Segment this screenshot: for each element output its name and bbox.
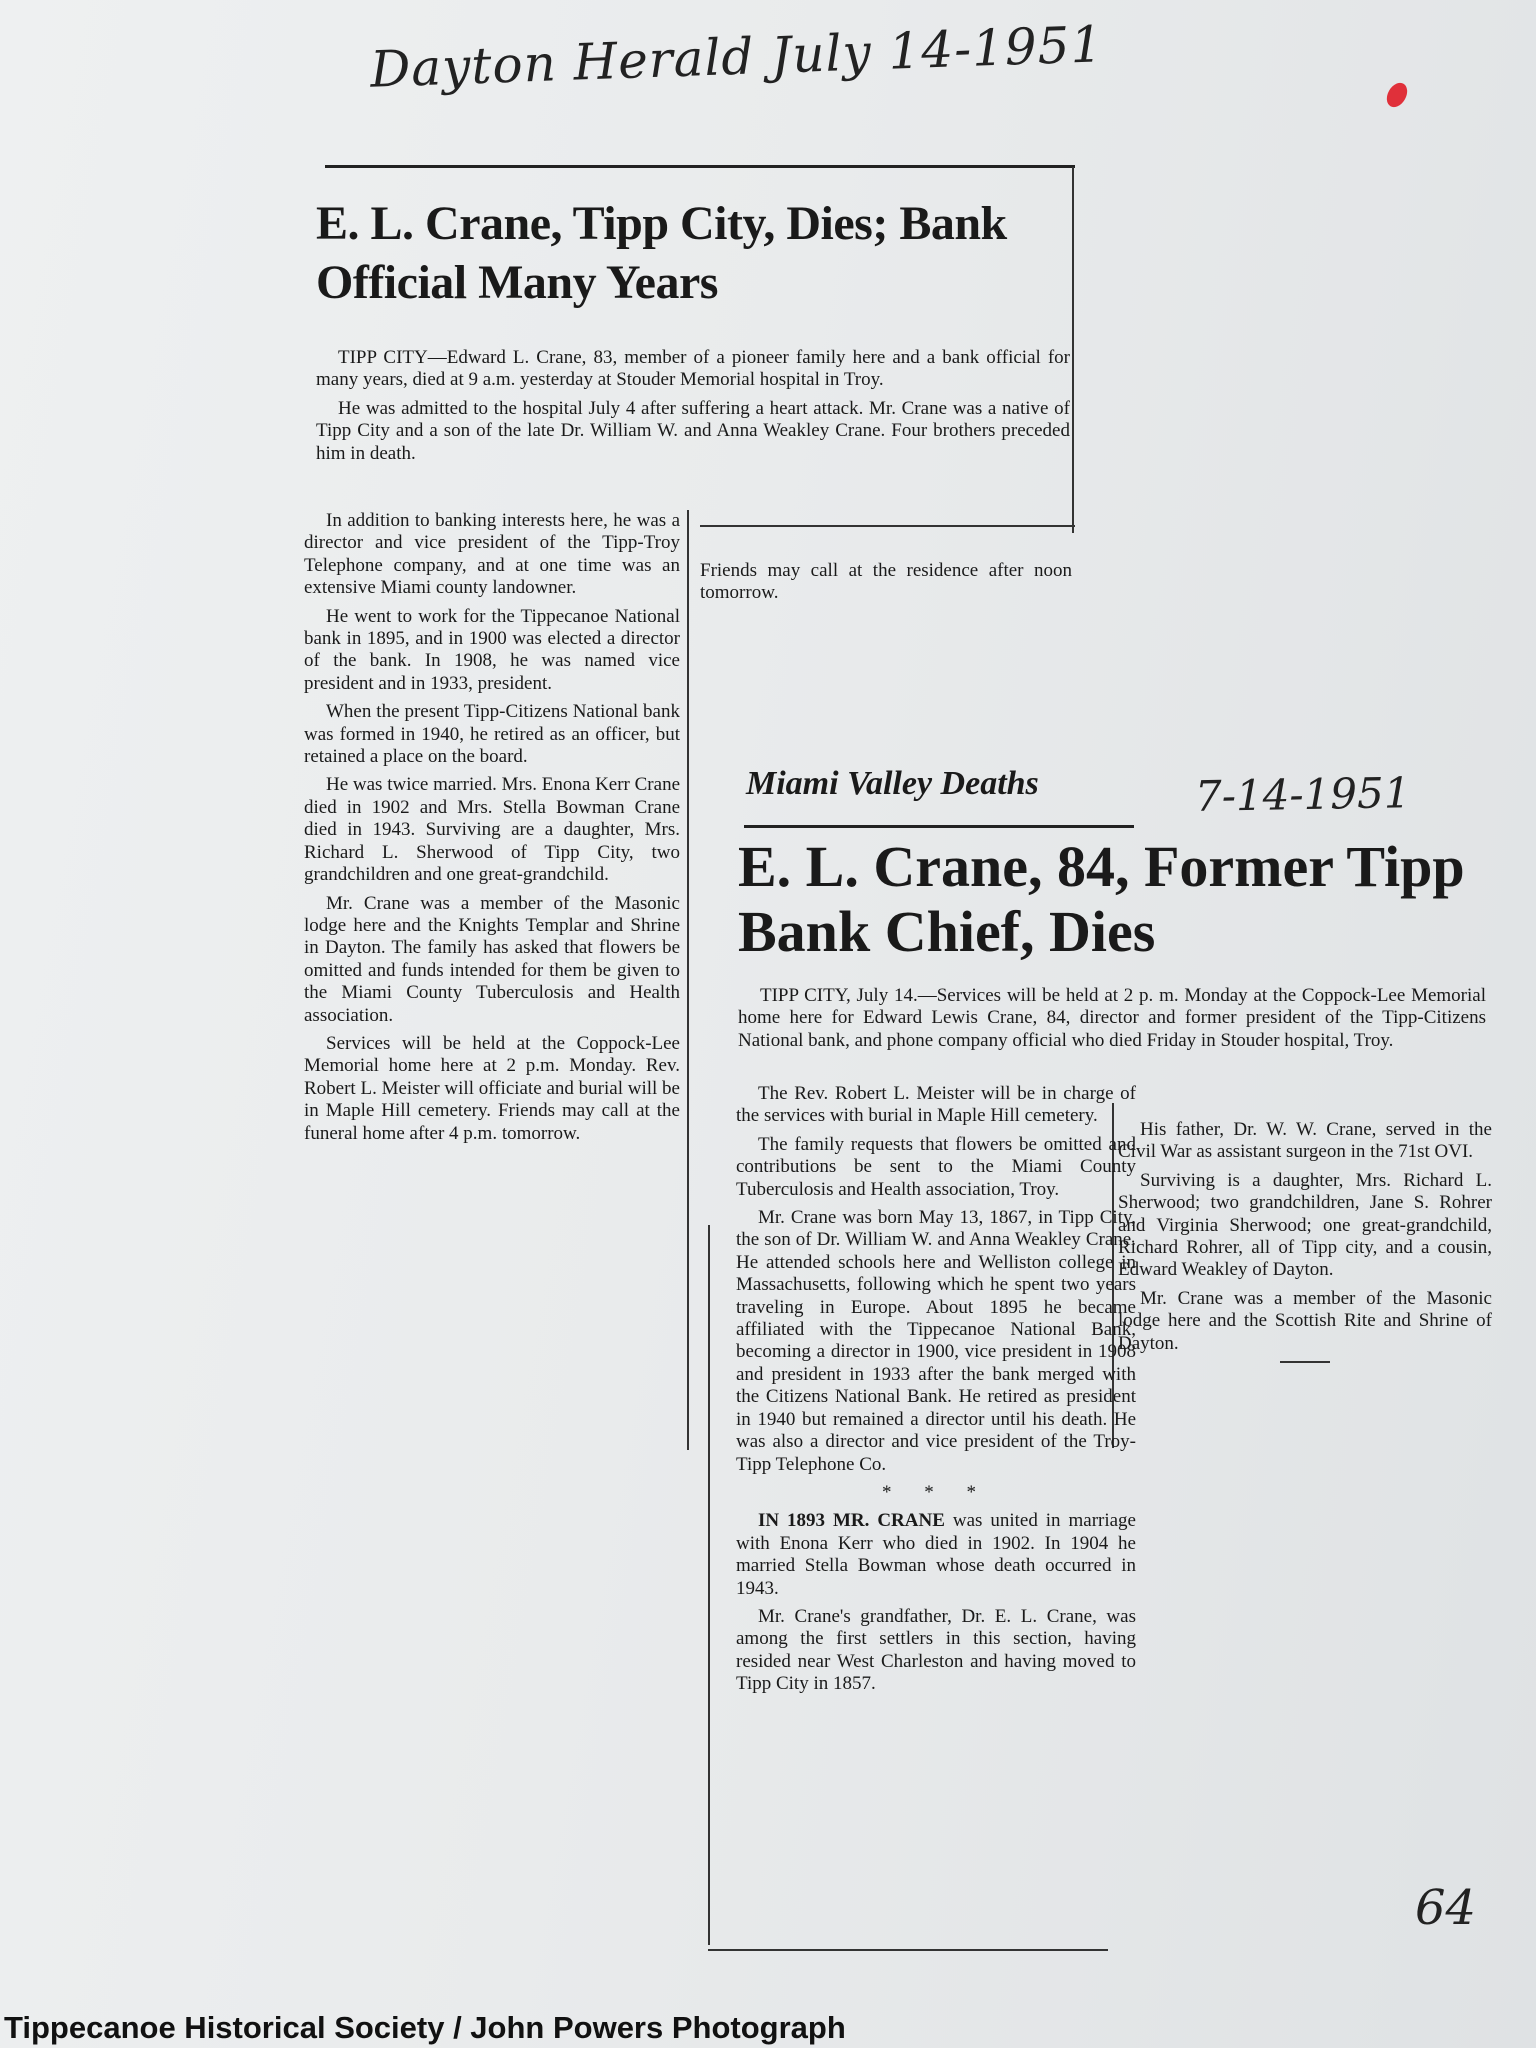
- paragraph: He was twice married. Mrs. Enona Kerr Crane died in 1902 and Mrs. Stella Bowman Crane died in 1943. Surviving are a daughter, Mrs. Richard L. Sherwood of Tipp City, two grandchildren and one great-grandchild.: [304, 774, 681, 886]
- paragraph: Surviving is a daughter, Mrs. Richard L. Sherwood; two grandchildren, Jane S. Rohrer and Virginia Sherwood; one great-grandchild, Richard Rohrer, all of Tipp city, and a cousin, Edward Weakley of Dayton.: [1118, 1169, 1492, 1281]
- section-break: * * *: [882, 1481, 990, 1503]
- end-rule: [1280, 1361, 1330, 1363]
- handwritten-date: 7-14-1951: [1194, 768, 1411, 821]
- paragraph: Mr. Crane was a member of the Masonic lodge here and the Knights Templar and Shrine in Dayton. The family has asked that flowers be omitted and funds intended for them be given to the Miami County Tuberculosis and Health association.: [304, 892, 680, 1026]
- paragraph: In addition to banking interests here, he was a director and vice president of the Tipp-Troy Telephone company, and at one time was an extensive Miami county landowner.: [304, 510, 680, 599]
- article-column-left: [736, 1083, 1136, 1702]
- article-column-right: Friends may call at the residence after noon tomorrow.: [700, 560, 1072, 604]
- paragraph: TIPP CITY, July 14.—Services will be held at 2 p. m. Monday at the Coppock-Lee Memorial home here for Edward Lewis Crane, 84, director and former president of the Tipp-Citizens National bank, and phone company official who died Friday in Stouder hospital, Troy.: [738, 985, 1486, 1051]
- kicker-rule: [744, 825, 1134, 828]
- paragraph: When the present Tipp-Citizens National bank was formed in 1940, he retired as an officer, but retained a place on the board.: [304, 701, 680, 768]
- column-end-rule: [700, 525, 1075, 527]
- paragraph: TIPP CITY—Edward L. Crane, 83, member of a pioneer family here and a bank official for many years, died at 9 a.m. yesterday at Stouder Memorial hospital in Troy.: [316, 347, 1070, 391]
- paragraph: The family requests that flowers be omitted and contributions be sent to the Miami County Tuberculosis and Health association, Troy.: [736, 1133, 1136, 1200]
- paragraph: He went to work for the Tippecanoe National bank in 1895, and in 1900 was elected a director of the bank. In 1908, he was named vice president and in 1933, president.: [304, 605, 680, 694]
- column-rule: [687, 510, 689, 1450]
- paragraph: [736, 1510, 1136, 1600]
- paragraph: The Rev. Robert L. Meister will be in charge of the services with burial in Maple Hill cemetery.: [736, 1083, 1136, 1127]
- paragraph-body: was united in marriage with Enona Kerr who died in 1902. In 1904 he married Stella Bowman whose death occurred in 1943.: [736, 1510, 1136, 1599]
- headline: E. L. Crane, 84, Former Tipp Bank Chief, Dies: [738, 834, 1465, 964]
- paragraph-lead: IN 1893 MR. CRANE: [758, 1510, 945, 1532]
- clipping-left-rule: [708, 1225, 710, 1945]
- article-column-right: [1118, 1119, 1492, 1363]
- section-kicker: Miami Valley Deaths: [746, 765, 1039, 802]
- red-ink-mark: [1383, 79, 1412, 111]
- handwritten-page-number: 64: [1415, 1880, 1477, 1936]
- article-lead: [316, 347, 1070, 471]
- paragraph: Mr. Crane was born May 13, 1867, in Tipp City, the son of Dr. William W. and Anna Weakley Crane. He attended schools here and Welliston college in Massachusetts, following which he spent two years traveling in Europe. About 1895 he became affiliated with the Tippecanoe National Bank, becoming a director in 1900, vice president in 1908 and president in 1933 after the bank merged with the Citizens National Bank. He retired as president in 1940 but remained a director until his death. He was also a director and vice president of the Troy-Tipp Telephone Co.: [736, 1207, 1136, 1475]
- paragraph: Mr. Crane was a member of the Masonic lodge here and the Scottish Rite and Shrine of Dayton.: [1118, 1287, 1492, 1354]
- article-column-left: [304, 510, 680, 1151]
- photo-credit-caption: Tippecanoe Historical Society / John Powers Photograph: [4, 2010, 846, 2045]
- paragraph: Mr. Crane's grandfather, Dr. E. L. Crane, was among the first settlers in this section, having resided near West Charleston and having moved to Tipp City in 1857.: [736, 1605, 1136, 1695]
- clipping-top-rule: [325, 165, 1075, 168]
- paragraph: His father, Dr. W. W. Crane, served in the Civil War as assistant surgeon in the 71st OVI.: [1118, 1119, 1492, 1163]
- paragraph: He was admitted to the hospital July 4 after suffering a heart attack. Mr. Crane was a native of Tipp City and a son of the late Dr. William W. and Anna Weakley Crane. Four brothers preceded him in death.: [316, 397, 1070, 464]
- paragraph: Services will be held at the Coppock-Lee Memorial home here at 2 p.m. Monday. Rev. Robert L. Meister will officiate and burial will be in Maple Hill cemetery. Friends may call at the funeral home after 4 p.m. tomorrow.: [304, 1032, 680, 1144]
- handwritten-source-note: Dayton Herald July 14-1951: [369, 15, 1105, 99]
- newspaper-clipping-miami-valley: [708, 735, 1492, 1955]
- clipping-bottom-rule: [708, 1949, 1108, 1951]
- article-lead: [738, 985, 1486, 1058]
- headline: E. L. Crane, Tipp City, Dies; Bank Official Many Years: [316, 197, 1007, 309]
